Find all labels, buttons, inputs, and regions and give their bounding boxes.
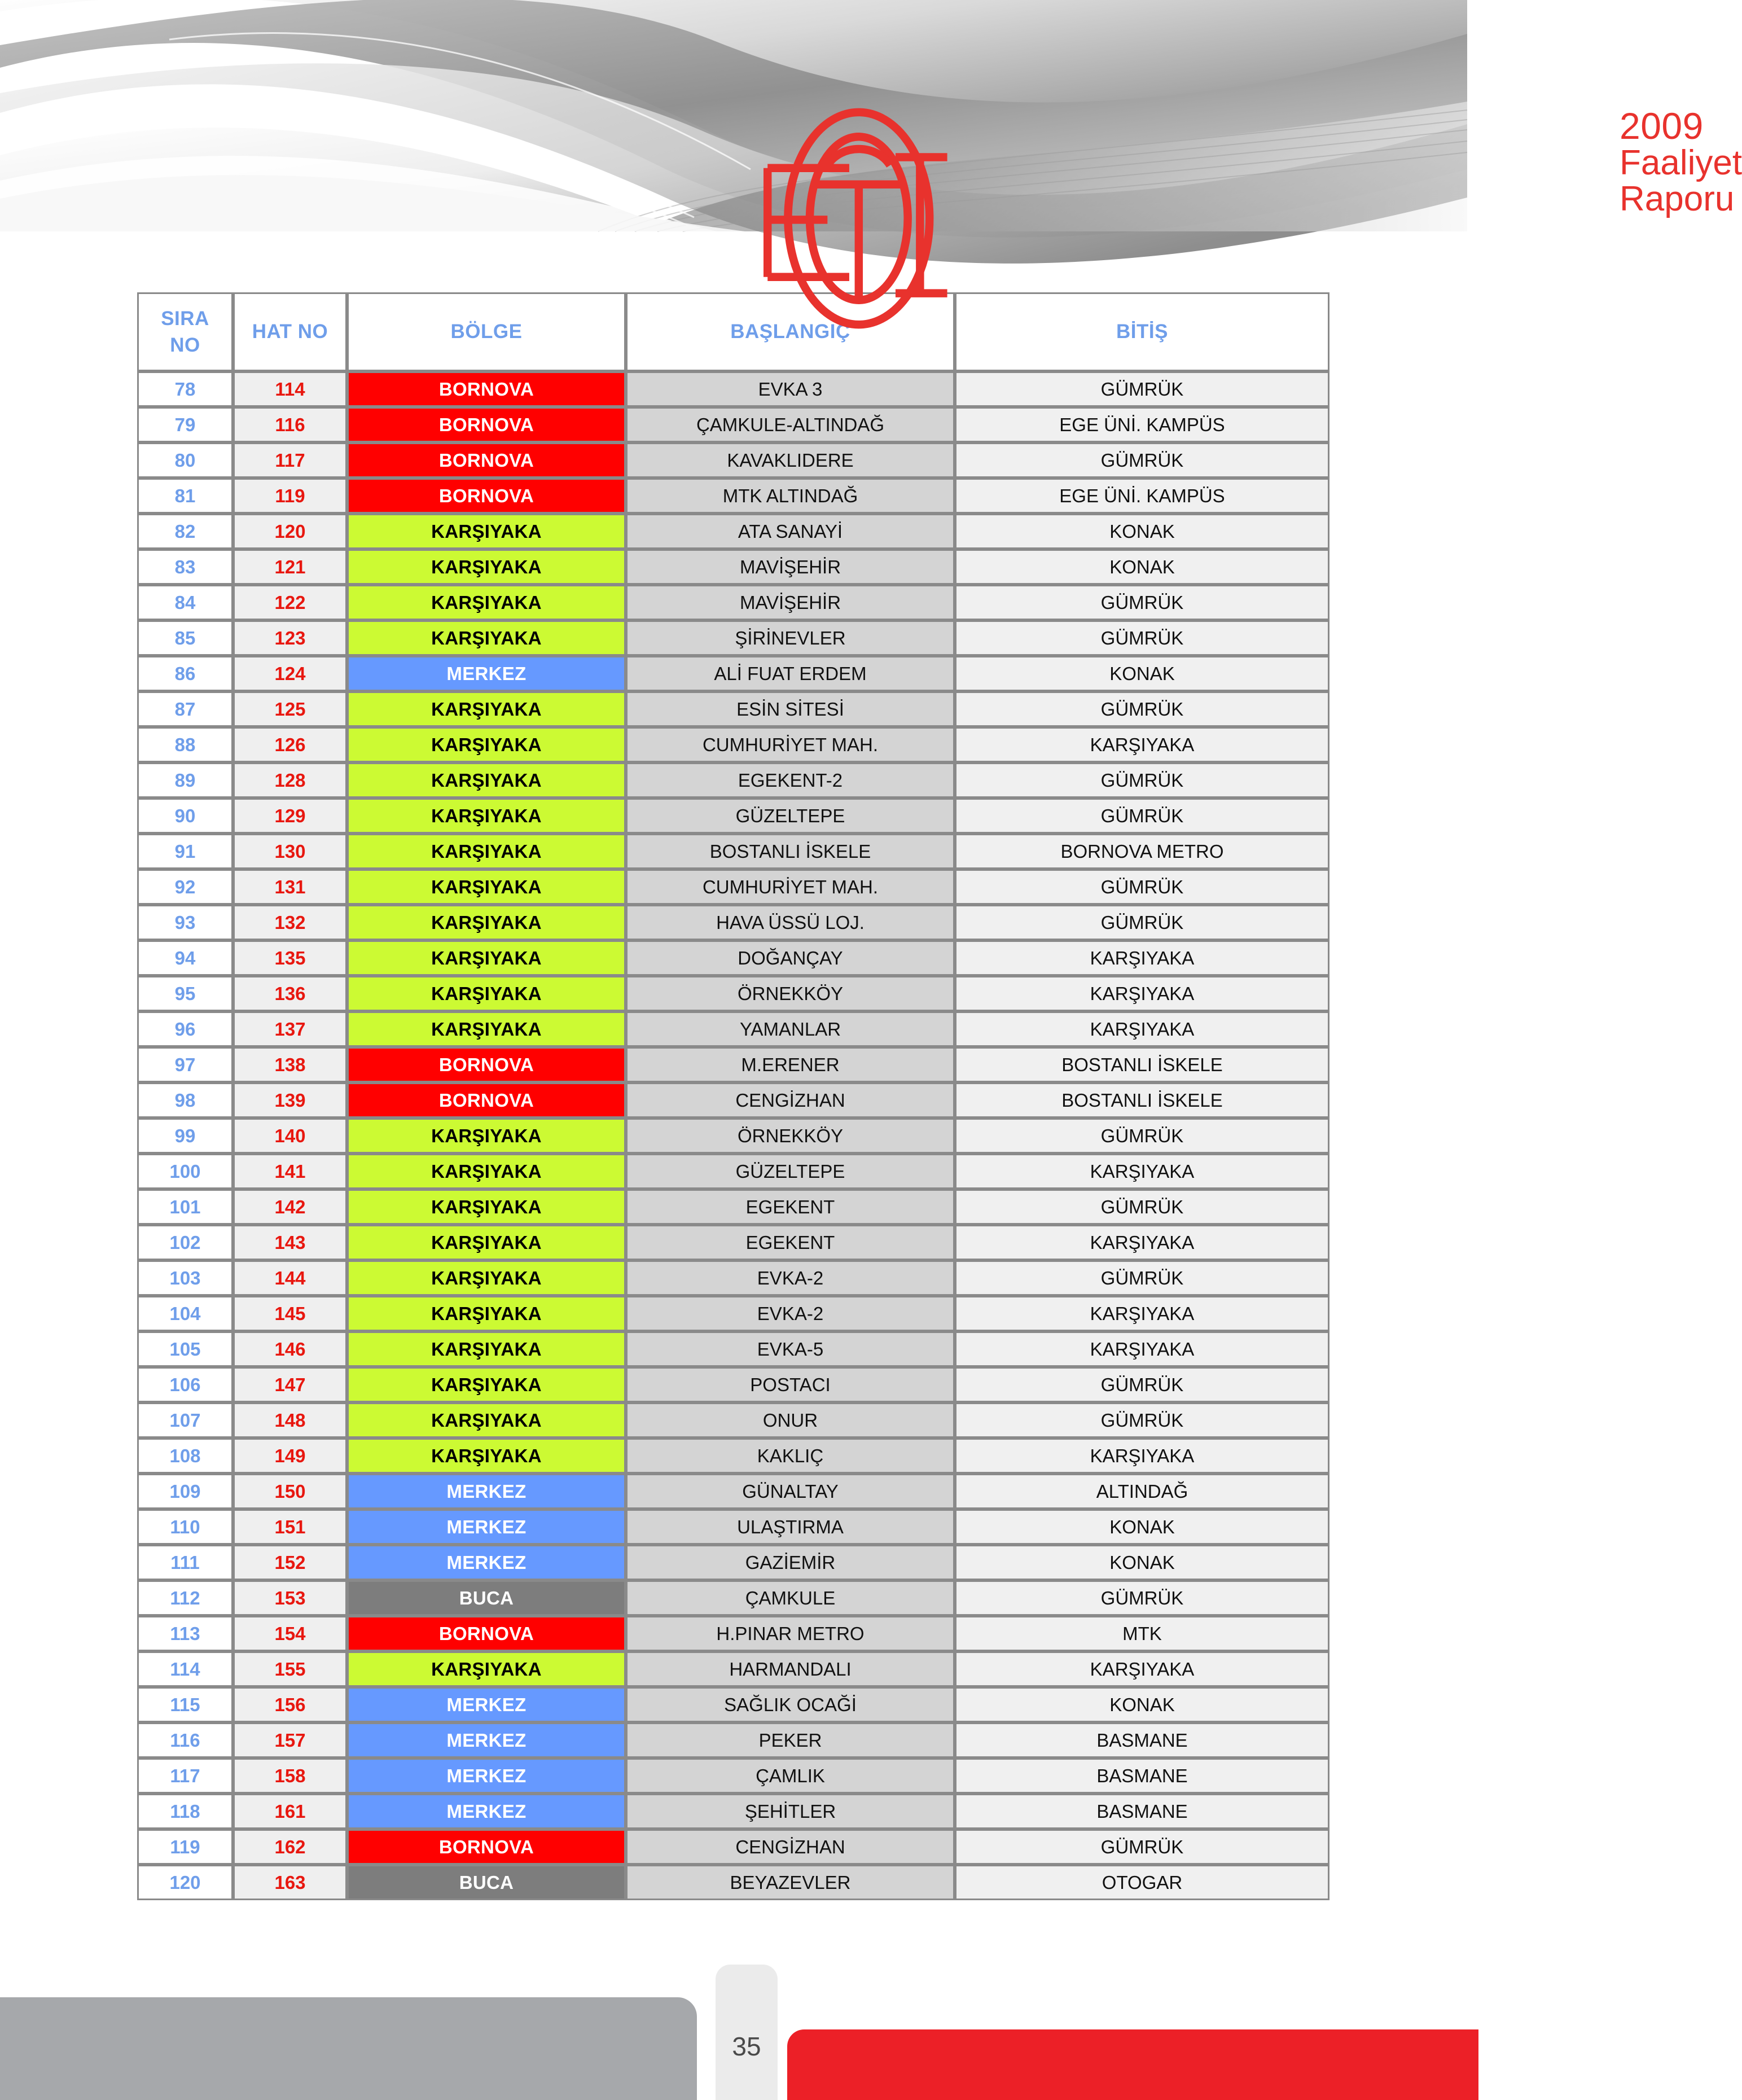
cell-hat-no: 122 xyxy=(233,585,347,620)
cell-hat-no: 141 xyxy=(233,1154,347,1189)
column-header-baslangic: BAŞLANGIÇ xyxy=(626,292,955,371)
cell-bolge-badge: KARŞIYAKA xyxy=(347,1118,626,1154)
cell-hat-no: 130 xyxy=(233,834,347,869)
cell-baslangic: DOĞANÇAY xyxy=(626,940,955,976)
cell-hat-no: 157 xyxy=(233,1722,347,1758)
cell-baslangic: ÇAMKULE xyxy=(626,1580,955,1616)
table-row xyxy=(137,1687,1329,1722)
cell-bolge-badge: KARŞIYAKA xyxy=(347,834,626,869)
cell-baslangic: POSTACI xyxy=(626,1367,955,1402)
cell-hat-no: 124 xyxy=(233,656,347,691)
cell-hat-no: 145 xyxy=(233,1296,347,1331)
table-row xyxy=(137,1331,1329,1367)
cell-bitis: GÜMRÜK xyxy=(955,585,1329,620)
cell-sira-no: 105 xyxy=(137,1331,233,1367)
cell-sira-no: 85 xyxy=(137,620,233,656)
cell-bitis: GÜMRÜK xyxy=(955,1580,1329,1616)
column-header-bitis: BİTİŞ xyxy=(955,292,1329,371)
cell-bitis: GÜMRÜK xyxy=(955,442,1329,478)
cell-bolge-badge: MERKEZ xyxy=(347,1545,626,1580)
cell-hat-no: 155 xyxy=(233,1651,347,1687)
cell-sira-no: 86 xyxy=(137,656,233,691)
cell-bolge-badge: MERKEZ xyxy=(347,1722,626,1758)
cell-baslangic: BOSTANLI İSKELE xyxy=(626,834,955,869)
cell-baslangic: ÇAMLIK xyxy=(626,1758,955,1794)
cell-baslangic: GAZİEMİR xyxy=(626,1545,955,1580)
table-row xyxy=(137,1296,1329,1331)
cell-baslangic: BEYAZEVLER xyxy=(626,1865,955,1900)
cell-bitis: KONAK xyxy=(955,1545,1329,1580)
cell-bitis: BASMANE xyxy=(955,1758,1329,1794)
cell-baslangic: YAMANLAR xyxy=(626,1011,955,1047)
cell-bolge-badge: KARŞIYAKA xyxy=(347,691,626,727)
cell-hat-no: 144 xyxy=(233,1260,347,1296)
cell-baslangic: ATA SANAYİ xyxy=(626,514,955,549)
cell-hat-no: 139 xyxy=(233,1082,347,1118)
table-row xyxy=(137,976,1329,1011)
cell-sira-no: 106 xyxy=(137,1367,233,1402)
cell-sira-no: 98 xyxy=(137,1082,233,1118)
cell-baslangic: HAVA ÜSSÜ LOJ. xyxy=(626,905,955,940)
cell-hat-no: 138 xyxy=(233,1047,347,1082)
cell-bolge-badge: KARŞIYAKA xyxy=(347,905,626,940)
logo-year: 2009 xyxy=(1620,105,1704,147)
cell-bitis: EGE ÜNİ. KAMPÜS xyxy=(955,478,1329,514)
cell-bolge-badge: KARŞIYAKA xyxy=(347,1438,626,1474)
cell-sira-no: 115 xyxy=(137,1687,233,1722)
table-row xyxy=(137,1865,1329,1900)
table-row xyxy=(137,1829,1329,1865)
cell-baslangic: KAKLIÇ xyxy=(626,1438,955,1474)
cell-bolge-badge: KARŞIYAKA xyxy=(347,798,626,834)
table-row xyxy=(137,1580,1329,1616)
table-row xyxy=(137,1402,1329,1438)
table-row xyxy=(137,656,1329,691)
cell-bolge-badge: BORNOVA xyxy=(347,371,626,407)
cell-baslangic: EVKA-5 xyxy=(626,1331,955,1367)
cell-bitis: GÜMRÜK xyxy=(955,1189,1329,1225)
cell-hat-no: 146 xyxy=(233,1331,347,1367)
cell-bolge-badge: KARŞIYAKA xyxy=(347,549,626,585)
cell-sira-no: 110 xyxy=(137,1509,233,1545)
cell-bitis: KARŞIYAKA xyxy=(955,940,1329,976)
cell-baslangic: ESİN SİTESİ xyxy=(626,691,955,727)
cell-sira-no: 120 xyxy=(137,1865,233,1900)
cell-bolge-badge: KARŞIYAKA xyxy=(347,762,626,798)
cell-sira-no: 100 xyxy=(137,1154,233,1189)
cell-bolge-badge: KARŞIYAKA xyxy=(347,1011,626,1047)
table-row xyxy=(137,834,1329,869)
cell-hat-no: 152 xyxy=(233,1545,347,1580)
cell-sira-no: 119 xyxy=(137,1829,233,1865)
table-row xyxy=(137,1082,1329,1118)
table-row xyxy=(137,1011,1329,1047)
cell-sira-no: 88 xyxy=(137,727,233,762)
cell-sira-no: 82 xyxy=(137,514,233,549)
cell-hat-no: 117 xyxy=(233,442,347,478)
table-row xyxy=(137,407,1329,442)
cell-baslangic: MAVİŞEHİR xyxy=(626,549,955,585)
cell-baslangic: SAĞLIK OCAĞİ xyxy=(626,1687,955,1722)
cell-hat-no: 129 xyxy=(233,798,347,834)
table-row xyxy=(137,1154,1329,1189)
table-row xyxy=(137,1545,1329,1580)
table-row xyxy=(137,549,1329,585)
cell-sira-no: 107 xyxy=(137,1402,233,1438)
cell-hat-no: 161 xyxy=(233,1794,347,1829)
cell-hat-no: 135 xyxy=(233,940,347,976)
cell-sira-no: 111 xyxy=(137,1545,233,1580)
cell-bolge-badge: KARŞIYAKA xyxy=(347,940,626,976)
table-row xyxy=(137,1722,1329,1758)
cell-hat-no: 158 xyxy=(233,1758,347,1794)
logo-subtitle: Faaliyet Raporu xyxy=(1620,143,1742,218)
cell-bolge-badge: KARŞIYAKA xyxy=(347,869,626,905)
cell-baslangic: CUMHURİYET MAH. xyxy=(626,727,955,762)
cell-baslangic: CENGİZHAN xyxy=(626,1829,955,1865)
cell-bolge-badge: BORNOVA xyxy=(347,407,626,442)
cell-bitis: BORNOVA METRO xyxy=(955,834,1329,869)
cell-bolge-badge: BORNOVA xyxy=(347,1616,626,1651)
cell-baslangic: HARMANDALI xyxy=(626,1651,955,1687)
table-row xyxy=(137,869,1329,905)
report-logo xyxy=(146,103,1742,334)
cell-bitis: GÜMRÜK xyxy=(955,869,1329,905)
cell-bolge-badge: KARŞIYAKA xyxy=(347,1331,626,1367)
cell-hat-no: 114 xyxy=(233,371,347,407)
cell-sira-no: 113 xyxy=(137,1616,233,1651)
cell-hat-no: 132 xyxy=(233,905,347,940)
cell-hat-no: 149 xyxy=(233,1438,347,1474)
cell-sira-no: 103 xyxy=(137,1260,233,1296)
cell-hat-no: 153 xyxy=(233,1580,347,1616)
cell-sira-no: 94 xyxy=(137,940,233,976)
header-banner xyxy=(0,0,1742,231)
cell-baslangic: EGEKENT-2 xyxy=(626,762,955,798)
cell-bitis: KARŞIYAKA xyxy=(955,1296,1329,1331)
cell-bitis: KONAK xyxy=(955,1509,1329,1545)
cell-baslangic: ALİ FUAT ERDEM xyxy=(626,656,955,691)
cell-sira-no: 97 xyxy=(137,1047,233,1082)
cell-bolge-badge: MERKEZ xyxy=(347,1687,626,1722)
cell-bitis: KARŞIYAKA xyxy=(955,976,1329,1011)
table-row xyxy=(137,1474,1329,1509)
table-row xyxy=(137,798,1329,834)
table-row xyxy=(137,1047,1329,1082)
cell-baslangic: ŞİRİNEVLER xyxy=(626,620,955,656)
cell-bitis: GÜMRÜK xyxy=(955,1260,1329,1296)
column-header-bolge: BÖLGE xyxy=(347,292,626,371)
cell-bolge-badge: BORNOVA xyxy=(347,1829,626,1865)
cell-sira-no: 99 xyxy=(137,1118,233,1154)
cell-bolge-badge: KARŞIYAKA xyxy=(347,1189,626,1225)
cell-bitis: GÜMRÜK xyxy=(955,798,1329,834)
table-row xyxy=(137,1118,1329,1154)
cell-hat-no: 123 xyxy=(233,620,347,656)
table-row xyxy=(137,1367,1329,1402)
cell-baslangic: EGEKENT xyxy=(626,1189,955,1225)
cell-baslangic: KAVAKLIDERE xyxy=(626,442,955,478)
cell-bolge-badge: KARŞIYAKA xyxy=(347,976,626,1011)
table-row xyxy=(137,762,1329,798)
cell-hat-no: 162 xyxy=(233,1829,347,1865)
cell-hat-no: 150 xyxy=(233,1474,347,1509)
cell-hat-no: 148 xyxy=(233,1402,347,1438)
cell-bolge-badge: MERKEZ xyxy=(347,656,626,691)
cell-hat-no: 154 xyxy=(233,1616,347,1651)
cell-sira-no: 101 xyxy=(137,1189,233,1225)
cell-bolge-badge: BORNOVA xyxy=(347,442,626,478)
table-row xyxy=(137,1189,1329,1225)
cell-baslangic: EVKA-2 xyxy=(626,1296,955,1331)
cell-hat-no: 156 xyxy=(233,1687,347,1722)
cell-sira-no: 102 xyxy=(137,1225,233,1260)
cell-bolge-badge: MERKEZ xyxy=(347,1794,626,1829)
cell-bitis: BOSTANLI İSKELE xyxy=(955,1047,1329,1082)
cell-sira-no: 81 xyxy=(137,478,233,514)
cell-hat-no: 121 xyxy=(233,549,347,585)
cell-bitis: GÜMRÜK xyxy=(955,1118,1329,1154)
cell-bitis: KONAK xyxy=(955,656,1329,691)
cell-sira-no: 108 xyxy=(137,1438,233,1474)
page-number: 35 xyxy=(732,2032,761,2061)
table-row xyxy=(137,442,1329,478)
cell-sira-no: 104 xyxy=(137,1296,233,1331)
cell-bitis: GÜMRÜK xyxy=(955,905,1329,940)
cell-sira-no: 84 xyxy=(137,585,233,620)
cell-baslangic: EVKA 3 xyxy=(626,371,955,407)
cell-sira-no: 89 xyxy=(137,762,233,798)
cell-bitis: ALTINDAĞ xyxy=(955,1474,1329,1509)
cell-hat-no: 137 xyxy=(233,1011,347,1047)
cell-sira-no: 80 xyxy=(137,442,233,478)
cell-sira-no: 90 xyxy=(137,798,233,834)
table-row xyxy=(137,1758,1329,1794)
cell-hat-no: 128 xyxy=(233,762,347,798)
page-number-badge xyxy=(716,1965,778,2100)
esh-monogram-logo-icon xyxy=(146,103,1613,334)
cell-bitis: KARŞIYAKA xyxy=(955,1011,1329,1047)
cell-baslangic: H.PINAR METRO xyxy=(626,1616,955,1651)
table-row xyxy=(137,1438,1329,1474)
cell-bitis: KARŞIYAKA xyxy=(955,1438,1329,1474)
footer-gray-bar xyxy=(0,1997,697,2100)
table-row xyxy=(137,905,1329,940)
cell-sira-no: 109 xyxy=(137,1474,233,1509)
cell-baslangic: ÖRNEKKÖY xyxy=(626,1118,955,1154)
cell-bitis: BASMANE xyxy=(955,1794,1329,1829)
cell-bitis: KARŞIYAKA xyxy=(955,1651,1329,1687)
cell-hat-no: 136 xyxy=(233,976,347,1011)
table-row xyxy=(137,1509,1329,1545)
cell-bitis: MTK xyxy=(955,1616,1329,1651)
cell-bolge-badge: KARŞIYAKA xyxy=(347,1402,626,1438)
cell-hat-no: 125 xyxy=(233,691,347,727)
cell-bitis: GÜMRÜK xyxy=(955,1402,1329,1438)
cell-hat-no: 140 xyxy=(233,1118,347,1154)
cell-bolge-badge: BUCA xyxy=(347,1580,626,1616)
column-header-sira-line2: NO xyxy=(170,334,200,356)
cell-sira-no: 112 xyxy=(137,1580,233,1616)
cell-bitis: EGE ÜNİ. KAMPÜS xyxy=(955,407,1329,442)
cell-bolge-badge: BORNOVA xyxy=(347,1047,626,1082)
cell-bitis: GÜMRÜK xyxy=(955,691,1329,727)
cell-hat-no: 142 xyxy=(233,1189,347,1225)
cell-baslangic: ŞEHİTLER xyxy=(626,1794,955,1829)
table-row xyxy=(137,940,1329,976)
cell-bolge-badge: MERKEZ xyxy=(347,1758,626,1794)
cell-bitis: GÜMRÜK xyxy=(955,1367,1329,1402)
cell-bolge-badge: KARŞIYAKA xyxy=(347,1154,626,1189)
cell-baslangic: EGEKENT xyxy=(626,1225,955,1260)
cell-hat-no: 116 xyxy=(233,407,347,442)
cell-hat-no: 120 xyxy=(233,514,347,549)
cell-bolge-badge: MERKEZ xyxy=(347,1509,626,1545)
cell-hat-no: 131 xyxy=(233,869,347,905)
cell-baslangic: M.ERENER xyxy=(626,1047,955,1082)
cell-sira-no: 79 xyxy=(137,407,233,442)
cell-bitis: KONAK xyxy=(955,549,1329,585)
cell-baslangic: ONUR xyxy=(626,1402,955,1438)
cell-bitis: GÜMRÜK xyxy=(955,620,1329,656)
cell-hat-no: 151 xyxy=(233,1509,347,1545)
cell-sira-no: 116 xyxy=(137,1722,233,1758)
cell-sira-no: 95 xyxy=(137,976,233,1011)
page-footer xyxy=(0,1959,1467,2100)
cell-baslangic: ÖRNEKKÖY xyxy=(626,976,955,1011)
cell-bitis: KARŞIYAKA xyxy=(955,1331,1329,1367)
cell-baslangic: GÜNALTAY xyxy=(626,1474,955,1509)
cell-bolge-badge: KARŞIYAKA xyxy=(347,1225,626,1260)
cell-hat-no: 143 xyxy=(233,1225,347,1260)
table-row xyxy=(137,1260,1329,1296)
cell-baslangic: CENGİZHAN xyxy=(626,1082,955,1118)
cell-sira-no: 93 xyxy=(137,905,233,940)
table-row xyxy=(137,371,1329,407)
cell-sira-no: 114 xyxy=(137,1651,233,1687)
cell-baslangic: ULAŞTIRMA xyxy=(626,1509,955,1545)
cell-bitis: GÜMRÜK xyxy=(955,762,1329,798)
cell-bitis: KONAK xyxy=(955,1687,1329,1722)
cell-baslangic: ÇAMKULE-ALTINDAĞ xyxy=(626,407,955,442)
cell-bitis: GÜMRÜK xyxy=(955,371,1329,407)
table-row xyxy=(137,585,1329,620)
cell-bitis: KONAK xyxy=(955,514,1329,549)
cell-bolge-badge: KARŞIYAKA xyxy=(347,514,626,549)
cell-sira-no: 91 xyxy=(137,834,233,869)
cell-baslangic: EVKA-2 xyxy=(626,1260,955,1296)
column-header-sira-line1: SIRA xyxy=(161,307,209,330)
cell-bolge-badge: KARŞIYAKA xyxy=(347,1296,626,1331)
table-row xyxy=(137,1651,1329,1687)
table-row xyxy=(137,478,1329,514)
cell-baslangic: GÜZELTEPE xyxy=(626,1154,955,1189)
cell-bitis: BOSTANLI İSKELE xyxy=(955,1082,1329,1118)
cell-bolge-badge: BUCA xyxy=(347,1865,626,1900)
table-row xyxy=(137,1616,1329,1651)
column-header-hat-no: HAT NO xyxy=(233,292,347,371)
table-row xyxy=(137,620,1329,656)
table-row xyxy=(137,691,1329,727)
table-row xyxy=(137,727,1329,762)
cell-sira-no: 96 xyxy=(137,1011,233,1047)
cell-baslangic: CUMHURİYET MAH. xyxy=(626,869,955,905)
cell-bolge-badge: KARŞIYAKA xyxy=(347,620,626,656)
table-row xyxy=(137,1794,1329,1829)
cell-hat-no: 147 xyxy=(233,1367,347,1402)
cell-sira-no: 87 xyxy=(137,691,233,727)
cell-bolge-badge: MERKEZ xyxy=(347,1474,626,1509)
cell-bitis: KARŞIYAKA xyxy=(955,727,1329,762)
cell-bolge-badge: KARŞIYAKA xyxy=(347,1260,626,1296)
cell-bitis: OTOGAR xyxy=(955,1865,1329,1900)
cell-bolge-badge: KARŞIYAKA xyxy=(347,1651,626,1687)
cell-bitis: KARŞIYAKA xyxy=(955,1154,1329,1189)
cell-bolge-badge: KARŞIYAKA xyxy=(347,727,626,762)
table-row xyxy=(137,514,1329,549)
cell-sira-no: 83 xyxy=(137,549,233,585)
cell-sira-no: 118 xyxy=(137,1794,233,1829)
cell-bitis: KARŞIYAKA xyxy=(955,1225,1329,1260)
cell-hat-no: 163 xyxy=(233,1865,347,1900)
cell-sira-no: 92 xyxy=(137,869,233,905)
cell-bolge-badge: BORNOVA xyxy=(347,478,626,514)
cell-bitis: BASMANE xyxy=(955,1722,1329,1758)
cell-baslangic: MAVİŞEHİR xyxy=(626,585,955,620)
cell-baslangic: MTK ALTINDAĞ xyxy=(626,478,955,514)
bus-routes-table xyxy=(137,292,1329,1900)
cell-baslangic: PEKER xyxy=(626,1722,955,1758)
cell-baslangic: GÜZELTEPE xyxy=(626,798,955,834)
cell-hat-no: 119 xyxy=(233,478,347,514)
routes-table-wrapper xyxy=(137,292,1329,1900)
cell-sira-no: 117 xyxy=(137,1758,233,1794)
cell-hat-no: 126 xyxy=(233,727,347,762)
table-row xyxy=(137,1225,1329,1260)
cell-bitis: GÜMRÜK xyxy=(955,1829,1329,1865)
table-body xyxy=(137,371,1329,1900)
cell-sira-no: 78 xyxy=(137,371,233,407)
cell-bolge-badge: BORNOVA xyxy=(347,1082,626,1118)
footer-red-bar xyxy=(787,2029,1478,2100)
cell-bolge-badge: KARŞIYAKA xyxy=(347,585,626,620)
cell-bolge-badge: KARŞIYAKA xyxy=(347,1367,626,1402)
